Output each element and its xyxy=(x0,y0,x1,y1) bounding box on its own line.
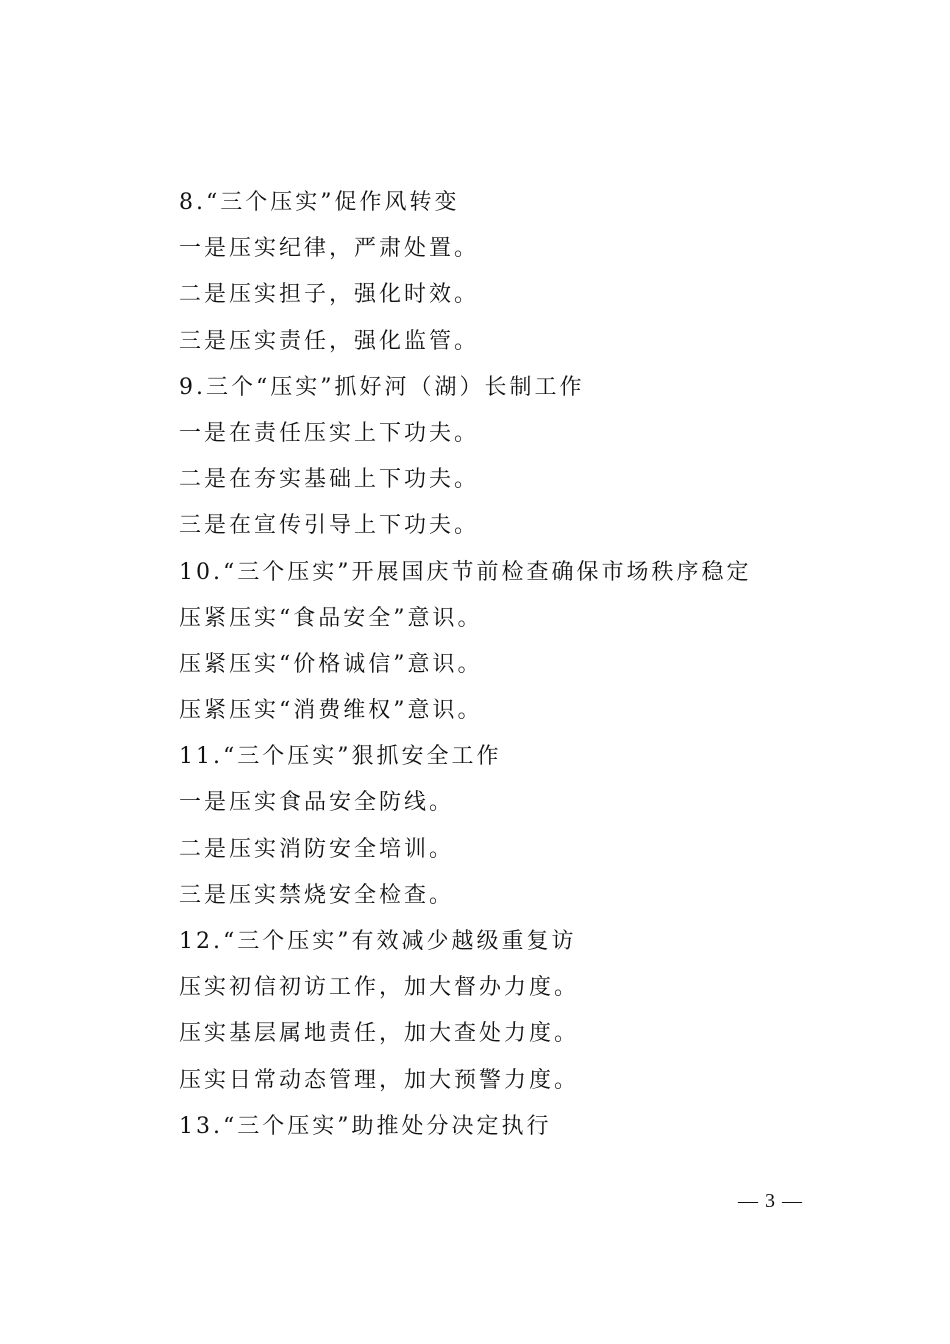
heading-item-12: 12.“三个压实”有效减少越级重复访 xyxy=(179,929,577,954)
list-item: 一是在责任压实上下功夫。 xyxy=(179,420,480,446)
heading-item-13: 13.“三个压实”助推处分决定执行 xyxy=(179,1113,552,1139)
heading-item-11: 11.“三个压实”狠抓安全工作 xyxy=(179,744,502,770)
list-item: 二是压实消防安全培训。 xyxy=(179,836,455,862)
list-item: 二是在夯实基础上下功夫。 xyxy=(179,467,480,493)
list-item: 压紧压实“消费维权”意识。 xyxy=(179,698,483,724)
list-item: 三是在宣传引导上下功夫。 xyxy=(179,513,480,539)
list-item: 压实基层属地责任，加大查处力度。 xyxy=(179,1021,580,1047)
heading-item-9: 9.三个“压实”抓好河（湖）长制工作 xyxy=(179,374,585,400)
list-item: 压紧压实“价格诚信”意识。 xyxy=(179,651,483,677)
list-item: 压实日常动态管理，加大预警力度。 xyxy=(179,1067,580,1093)
heading-item-8: 8.“三个压实”促作风转变 xyxy=(179,190,460,215)
page-number: — 3 — xyxy=(738,1190,803,1212)
body-text xyxy=(179,180,819,1150)
list-item: 一是压实食品安全防线。 xyxy=(179,790,455,816)
list-item: 压紧压实“食品安全”意识。 xyxy=(179,605,483,631)
list-item: 一是压实纪律，严肃处置。 xyxy=(179,236,480,262)
list-item: 二是压实担子，强化时效。 xyxy=(179,282,480,308)
list-item: 三是压实禁烧安全检查。 xyxy=(179,882,455,908)
list-item: 三是压实责任，强化监管。 xyxy=(179,328,480,354)
list-item: 压实初信初访工作，加大督办力度。 xyxy=(179,975,580,1001)
heading-item-10: 10.“三个压实”开展国庆节前检查确保市场秩序稳定 xyxy=(179,559,752,585)
